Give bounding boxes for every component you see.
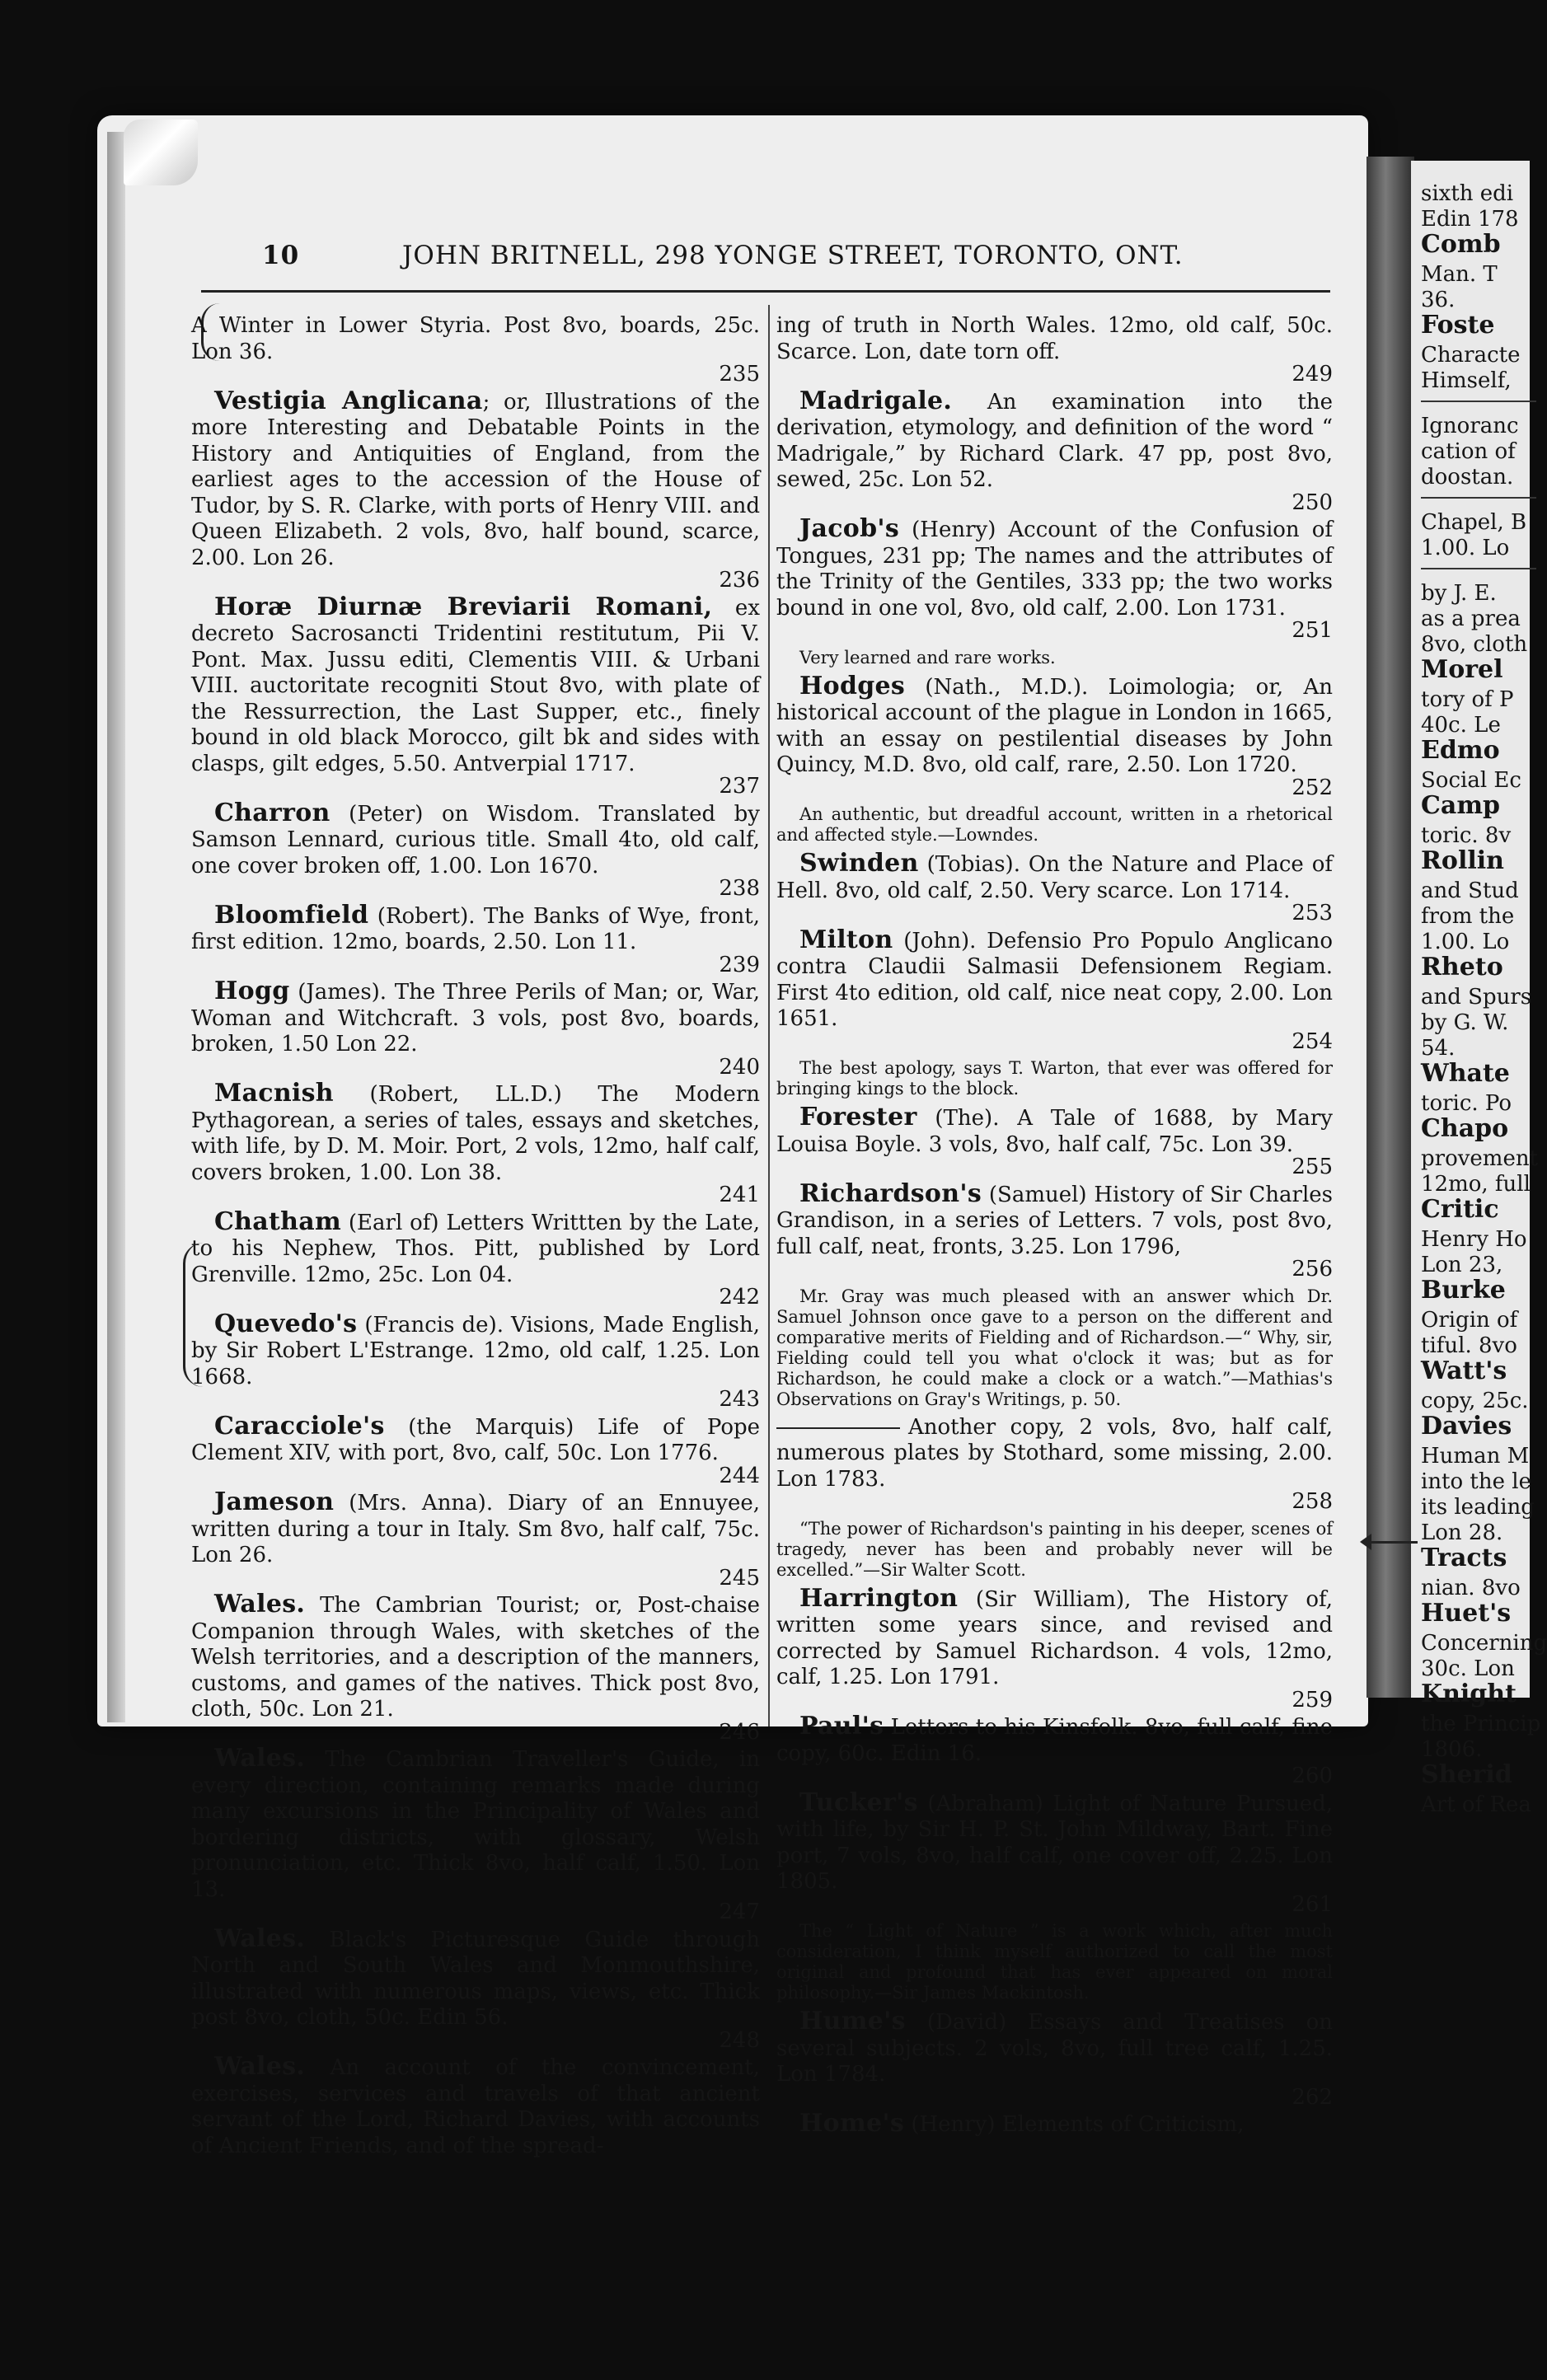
entry-author-name: Horæ Diurnæ Breviarii Romani, <box>214 592 713 621</box>
dog-ear-fold <box>124 119 198 185</box>
entry-description: (David) Essays and Treatises on several subjects. 2 vols, 8vo, full tree calf, 1.25. Lon 1784. <box>776 2010 1333 2087</box>
entry-lot-number: 243 <box>719 1387 760 1412</box>
entry-author-name: Swinden <box>799 849 919 878</box>
catalog-entry-another-copy <box>776 1415 1333 1516</box>
adjacent-page-text-line: Morel <box>1421 655 1503 684</box>
entry-lot-number: 256 <box>1292 1257 1333 1281</box>
adjacent-page-text-line: by J. E. <box>1421 581 1497 606</box>
entry-description: (Henry) Account of the Confusion of Tongues, 231 pp; The names and the attributes of the Trinity of the Gentiles, 333 pp; the two works bound in one vol, 8vo, old calf, 2.00. Lon 1731. <box>776 518 1333 621</box>
column-divider <box>768 305 770 1726</box>
entry-lot-number: 236 <box>719 568 760 593</box>
catalog-entry <box>776 673 1333 802</box>
entry-description: (Robert). The Banks of Wye, front, first edition. 12mo, boards, 2.50. Lon 11. <box>191 903 760 954</box>
adjacent-page-text-line: Origin of <box>1421 1308 1518 1333</box>
adjacent-page-text-line: doostan. <box>1421 465 1514 490</box>
entry-author-name: Milton <box>799 925 893 954</box>
entry-author-name: Paul's <box>799 1712 884 1740</box>
entry-lot-number: 251 <box>1292 618 1333 643</box>
entry-description: (Tobias). On the Nature and Place of Hell. 8vo, old calf, 2.50. Very scarce. Lon 1714. <box>776 852 1333 903</box>
adjacent-page-text-line: Chapel, B <box>1421 510 1527 535</box>
entry-lot-number: 254 <box>1292 1028 1333 1054</box>
entry-description: (Earl of) Letters Writtten by the Late, to his Nephew, Thos. Pitt, published by Lord Grenville. 12mo, 25c. Lon 04. <box>191 1210 760 1287</box>
entry-author-name: Caracciole's <box>214 1411 385 1441</box>
adjacent-page-text-line: and Stud <box>1421 878 1519 903</box>
adjacent-page-text-line: Critic <box>1421 1195 1499 1224</box>
adjacent-page-text-line: Watt's <box>1421 1356 1507 1385</box>
catalog-entry <box>191 902 760 979</box>
adjacent-page-text-line: toric. Po <box>1421 1091 1512 1116</box>
page-running-title: JOHN BRITNELL, 298 YONGE STREET, TORONTO, ONT. <box>402 241 1184 270</box>
catalog-entry <box>191 1923 760 2054</box>
adjacent-page-text-line: Foste <box>1421 311 1495 340</box>
entry-quote-note: “The power of Richardson's painting in his deeper, scenes of tragedy, never has been and probably never will be excelled.”—Sir Walter Scott. <box>776 1518 1333 1580</box>
left-column <box>191 313 760 2158</box>
entry-description: Another copy, 2 vols, 8vo, half calf, numerous plates by Stothard, some missing, 2.00. Lon 1783. <box>776 1414 1333 1492</box>
catalog-entry <box>776 927 1333 1056</box>
entry-lot-number: 238 <box>719 876 760 901</box>
adjacent-page-text-line: Art of Rea <box>1421 1792 1531 1817</box>
catalog-entry <box>191 313 760 388</box>
entry-lot-number: 252 <box>1292 775 1333 800</box>
adjacent-page-text-line: 8vo, cloth <box>1421 632 1528 657</box>
adjacent-page-text-line: Concerning <box>1421 1631 1547 1656</box>
entry-author-name: Jacob's <box>799 514 900 543</box>
adjacent-page-text-line: toric. 8v <box>1421 823 1512 848</box>
adjacent-page-text-line: Tracts <box>1421 1544 1507 1572</box>
adjacent-page-text-line: Lon 28. <box>1421 1520 1503 1545</box>
entry-lot-number: 240 <box>719 1054 760 1080</box>
page-number: 10 <box>262 241 300 270</box>
entry-author-name: Wales. <box>214 2052 306 2081</box>
adjacent-page-text-line: 1.00. Lo <box>1421 536 1510 560</box>
adjacent-page-text-line: Ignoranc <box>1421 414 1519 438</box>
entry-author-name: Hume's <box>799 2007 906 2036</box>
ditto-dash <box>776 1427 900 1429</box>
adjacent-page-text-line: tory of P <box>1421 687 1514 712</box>
adjacent-page-text-line: copy, 25c. <box>1421 1389 1529 1413</box>
adjacent-page-text-line: Edmo <box>1421 736 1500 765</box>
entry-lot-number: 237 <box>719 774 760 799</box>
adjacent-page-text-line: 36. <box>1421 288 1456 312</box>
header-rule <box>201 290 1330 293</box>
catalog-entry <box>191 1591 760 1745</box>
adjacent-page-text-line: Davies <box>1421 1412 1512 1441</box>
entry-description: ; or, Illustrations of the more Interesting and Debatable Points in the History and Antiquities of England, from the earliest ages to the accession of the House of Tudor, by S. R. Clarke, with ports of Henry VIII. and Queen Elizabeth. 2 vols, 8vo, half bound, scarce, 2.00. Lon 26. <box>191 389 760 570</box>
catalog-entry <box>191 594 760 800</box>
adjacent-page-rule <box>1421 568 1536 569</box>
adjacent-page-text-line: the Princip <box>1421 1712 1541 1736</box>
entry-description: (Samuel) History of Sir Charles Grandison, in a series of Letters. 7 vols, post 8vo, full calf, neat, fronts, 3.25. Lon 1796, <box>776 1182 1333 1259</box>
entry-lot-number: 250 <box>1292 490 1333 515</box>
entry-lot-number: 241 <box>719 1183 760 1207</box>
entry-lot-number: 246 <box>719 1719 760 1745</box>
adjacent-page-text-line: Himself, <box>1421 368 1512 393</box>
adjacent-page-fragment <box>1411 161 1547 1817</box>
entry-lot-number: 259 <box>1292 1687 1333 1712</box>
adjacent-page-text-line: nian. 8vo <box>1421 1576 1521 1600</box>
adjacent-page-text-line: Huet's <box>1421 1599 1512 1628</box>
entry-description: Letters to his Kinsfolk. 8vo, full calf, fine copy, 60c. Edin 16. <box>776 1715 1333 1766</box>
adjacent-page-text-line: Social Ec <box>1421 768 1521 793</box>
adjacent-page-text-line: provement <box>1421 1146 1539 1171</box>
adjacent-page-text-line: Chapo <box>1421 1114 1509 1143</box>
entry-lot-number: 242 <box>719 1285 760 1309</box>
catalog-entry <box>776 1583 1333 1714</box>
entry-description: (James). The Three Perils of Man; or, War, Woman and Witchcraft. 3 vols, post 8vo, boards, broken, 1.50 Lon 22. <box>191 980 760 1056</box>
adjacent-page-text-line: Man. T <box>1421 262 1498 287</box>
entry-description: A Winter in Lower Styria. Post 8vo, boards, 25c. Lon 36. <box>191 313 760 364</box>
adjacent-page-text-line: Human M <box>1421 1444 1530 1469</box>
entry-description: ex decreto Sacrosancti Tridentini restitutum, Pii V. Pont. Max. Jussu editi, Clementis VIII. & Urbani VIII. auctoritate recogniti Stout 8vo, with plate of the Ressurrection, the Last Supper, etc., finely bound in old black Morocco, gilt bk and sides with clasps, gilt edges, 5.50. Antverpial 1717. <box>191 595 760 776</box>
entry-author-name: Macnish <box>214 1079 334 1108</box>
adjacent-page-text-line: Burke <box>1421 1276 1506 1305</box>
entry-lot-number: 244 <box>719 1463 760 1488</box>
adjacent-page-text-line: from the <box>1421 904 1515 929</box>
catalog-entry <box>191 1745 760 1926</box>
adjacent-page-text-line: Comb <box>1421 230 1501 259</box>
adjacent-page-text-line: into the le <box>1421 1469 1531 1494</box>
catalog-entry <box>776 2008 1333 2111</box>
catalog-entry <box>776 313 1333 388</box>
entry-description: (Peter) on Wisdom. Translated by Samson Lennard, curious title. Small 4to, old calf, one cover broken off, 1.00. Lon 1670. <box>191 801 760 878</box>
catalog-entry <box>776 850 1333 927</box>
adjacent-page-text-line: 54. <box>1421 1036 1456 1061</box>
adjacent-page-text-line: 30c. Lon <box>1421 1656 1515 1681</box>
entry-author-name: Hodges <box>799 671 906 700</box>
catalog-entry <box>776 2111 1333 2139</box>
adjacent-page-text-line: Knight <box>1421 1680 1517 1708</box>
entry-description: (Henry) Elements of Criticism, <box>904 2112 1245 2137</box>
entry-author-name: Bloomfield <box>214 900 369 930</box>
entry-author-name: Home's <box>799 2109 905 2138</box>
catalog-entry <box>191 1311 760 1413</box>
page-edge <box>107 132 125 1722</box>
entry-author-name: Tucker's <box>799 1787 918 1817</box>
adjacent-page-text-line: Rollin <box>1421 846 1504 875</box>
entry-author-name: Wales. <box>214 1923 306 1953</box>
adjacent-page-text-line: by G. W. <box>1421 1010 1509 1035</box>
entry-lot-number: 260 <box>1292 1764 1333 1788</box>
entry-quote-note: An authentic, but dreadful account, written in a rhetorical and affected style.—Lowndes. <box>776 804 1333 845</box>
book-gutter <box>1367 157 1414 1698</box>
entry-description: An examination into the derivation, etymology, and definition of the word “ Madrigale,” by Richard Clark. 47 pp, post 8vo, sewed, 25c. Lon 52. <box>776 389 1333 492</box>
entry-lot-number: 248 <box>719 2027 760 2053</box>
adjacent-page-text-line: 1.00. Lo <box>1421 930 1510 954</box>
entry-lot-number: 235 <box>719 362 760 387</box>
adjacent-page-text-line: as a prea <box>1421 607 1521 631</box>
entry-lot-number: 245 <box>719 1565 760 1591</box>
catalog-entry <box>776 1104 1333 1181</box>
entry-author-name: Hogg <box>214 977 290 1005</box>
adjacent-page-text-line: Characte <box>1421 343 1521 368</box>
catalog-entry <box>776 1178 1333 1283</box>
entry-lot-number: 261 <box>1292 1891 1333 1917</box>
entry-description: (the Marquis) Life of Pope Clement XIV, with port, 8vo, calf, 50c. Lon 1776. <box>191 1414 760 1465</box>
catalog-entry <box>191 800 760 902</box>
adjacent-page-text-line: Camp <box>1421 791 1501 820</box>
adjacent-page-text-line: its leading <box>1421 1495 1535 1520</box>
adjacent-page-text-line: Edin 178 <box>1421 207 1519 232</box>
entry-author-name: Madrigale. <box>799 386 953 415</box>
catalog-entry <box>191 1413 760 1490</box>
entry-description: The Cambrian Tourist; or, Post-chaise Companion through Wales, with sketches of the Welsh territories, and a description of the manners, customs, and games of the natives. Thick post 8vo, cloth, 50c. Lon 21. <box>191 1593 760 1722</box>
entry-quote-note: Very learned and rare works. <box>799 647 1056 668</box>
adjacent-page-text-line: Rheto <box>1421 953 1503 982</box>
entry-author-name: Wales. <box>214 1744 306 1773</box>
entry-description: (John). Defensio Pro Populo Anglicano contra Claudii Salmasii Defensionem Regiam. First 4to edition, old calf, nice neat copy, 2.00. Lon 1651. <box>776 928 1333 1031</box>
entry-author-name: Vestigia Anglicana <box>214 386 483 415</box>
adjacent-page-text-line: Lon 23, <box>1421 1253 1503 1277</box>
entry-author-name: Quevedo's <box>214 1309 358 1338</box>
entry-lot-number: 249 <box>1292 362 1333 387</box>
adjacent-page-text-line: sixth edi <box>1421 181 1514 206</box>
entry-lot-number: 255 <box>1292 1155 1333 1179</box>
adjacent-page-text-line: Whate <box>1421 1059 1510 1088</box>
entry-quote-note: The best apology, says T. Warton, that ever was offered for bringing kings to the block. <box>776 1058 1333 1099</box>
adjacent-page-rule <box>1421 401 1536 402</box>
entry-description: (The). A Tale of 1688, by Mary Louisa Boyle. 3 vols, 8vo, half calf, 75c. Lon 39. <box>776 1106 1333 1157</box>
right-column <box>776 313 1333 2138</box>
adjacent-page-text-line: and Spurs <box>1421 985 1532 1010</box>
entry-description: ing of truth in North Wales. 12mo, old calf, 50c. Scarce. Lon, date torn off. <box>776 313 1333 364</box>
entry-description: (Nath., M.D.). Loimologia; or, An historical account of the plague in London in 1665, with an essay on pestilential diseases by John Quincy, M.D. 8vo, old calf, rare, 2.50. Lon 1720. <box>776 674 1333 777</box>
catalog-entry <box>191 978 760 1080</box>
entry-lot-number: 262 <box>1292 2084 1333 2110</box>
catalog-entry <box>191 2054 760 2159</box>
entry-description: (Robert, LL.D.) The Modern Pythagorean, a series of tales, essays and sketches, with life, by D. M. Moir. Port, 2 vols, 12mo, half calf, covers broken, 1.00. Lon 38. <box>191 1082 760 1185</box>
entry-lot-number: 258 <box>1292 1489 1333 1514</box>
adjacent-page-text-line: Sherid <box>1421 1760 1512 1789</box>
adjacent-page-text-line: 40c. Le <box>1421 713 1501 738</box>
catalog-entry <box>776 388 1333 517</box>
catalog-entry <box>191 1489 760 1591</box>
adjacent-page-text-line: 1806. <box>1421 1737 1483 1762</box>
entry-description: (Abraham) Light of Nature Pursued, with life, by Sir H. P. St. John Mildway, Bart. Fine port, 7 vols, 8vo, half calf, one cover off, 2.25. Lon 1805. <box>776 1791 1333 1894</box>
entry-quote-note: Mr. Gray was much pleased with an answer which Dr. Samuel Johnson once gave to a person on the different and comparative merits of Fielding and of Richardson.—“ Why, sir, Fielding could tell you what o'clock it was; but as for Richardson, he could make a clock or a watch.”—Mathias's Observations on Gray's Writings, p. 50. <box>776 1286 1333 1409</box>
adjacent-page-text-line: 12mo, full <box>1421 1172 1531 1197</box>
catalog-entry <box>776 1713 1333 1790</box>
adjacent-page-rule <box>1421 497 1536 499</box>
entry-lot-number: 239 <box>719 952 760 977</box>
entry-description: (Mrs. Anna). Diary of an Ennuyee, written during a tour in Italy. Sm 8vo, half calf, 75c. Lon 26. <box>191 1491 760 1567</box>
adjacent-page-text-line: Henry Ho <box>1421 1227 1527 1252</box>
catalog-entry <box>776 1787 1333 1919</box>
entry-description: (Sir William), The History of, written some years since, and revised and corrected by Samuel Richardson. 4 vols, 12mo, calf, 1.25. Lon 1791. <box>776 1586 1333 1689</box>
entry-lot-number: 247 <box>719 1900 760 1924</box>
entry-author-name: Chatham <box>214 1206 342 1236</box>
entry-description: (Francis de). Visions, Made English, by Sir Robert L'Estrange. 12mo, old calf, 1.25. Lon 1668. <box>191 1312 760 1389</box>
entry-author-name: Wales. <box>214 1590 306 1619</box>
entry-author-name: Forester <box>799 1103 917 1131</box>
catalog-entry <box>191 388 760 594</box>
pencil-arrow-mark <box>1368 1541 1418 1544</box>
entry-author-name: Richardson's <box>799 1178 982 1208</box>
entry-description: An account of the convincement, exercises, services and travels of that ancient servant of the Lord, Richard Davies, with accounts of Ancient Friends, and of the spread- <box>191 2055 760 2158</box>
catalog-entry <box>191 1206 760 1311</box>
entry-author-name: Charron <box>214 798 330 827</box>
entry-description: The Cambrian Traveller's Guide, in every direction, containing remarks made during many excursions in the Principality of Wales and bordering districts, with glossary, Welsh pronunciation, etc. Thick 8vo, half calf, 1.50. Lon 13. <box>191 1747 760 1902</box>
catalog-entry <box>776 516 1333 644</box>
entry-quote-note: The “ Light of Nature ” is a work which, after much consideration, I think myself authorized to call the most original and profound that has ever appeared on moral philosophy.—Sir James Mackintosh. <box>776 1921 1333 2003</box>
catalog-entry <box>191 1080 760 1209</box>
entry-author-name: Jameson <box>214 1488 335 1516</box>
entry-author-name: Harrington <box>799 1583 959 1613</box>
entry-lot-number: 253 <box>1292 901 1333 925</box>
entry-description: Black's Picturesque Guide through North and South Wales and Monmouthshire, illustrated with numerous maps, views, etc. Thick post 8vo, cloth, 50c. Edin 56. <box>191 1927 760 2030</box>
adjacent-page-text-line: cation of <box>1421 439 1516 464</box>
page-header <box>262 241 1334 274</box>
adjacent-page-text-line: tiful. 8vo <box>1421 1333 1517 1358</box>
